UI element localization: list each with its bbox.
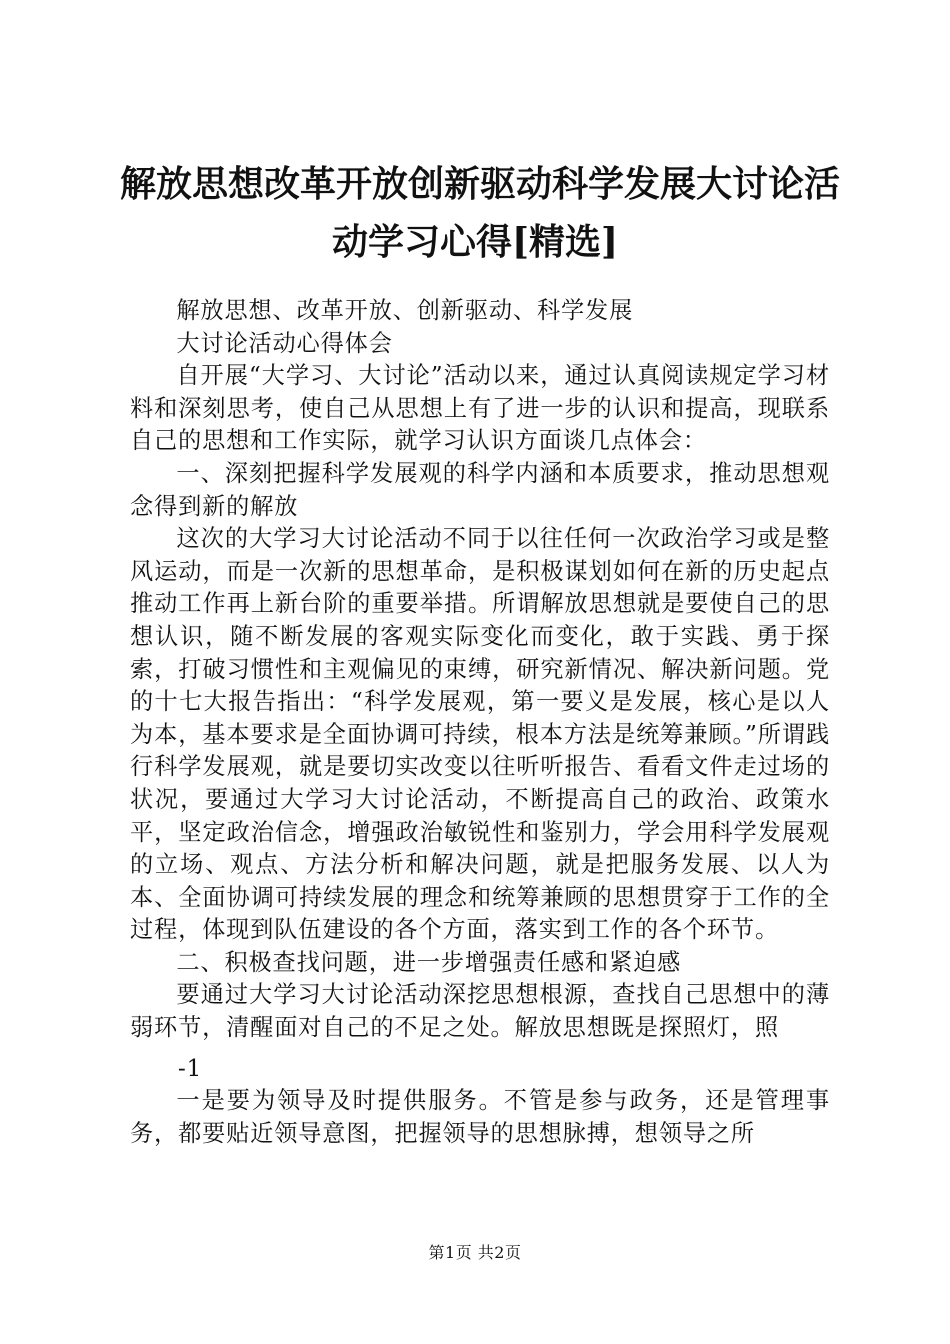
subtitle-line-2: 大讨论活动心得体会 [176,329,393,357]
document-title-line-2: 动学习心得[精选] [331,221,619,263]
body-paragraph-1: 这次的大学习大讨论活动不同于以往任何一次政治学习或是整风运动，而是一次新的思想革命，是积极谋划如何在新的历史起点推动工作再上新台阶的重要举措。所谓解放思想就是要使自己的思想认识，随不断发展的客观实际变化而变化，敢于实践、勇于探索，打破习惯性和主观偏见的束缚，研究新情况、解决新问题。党的十七大报告指出：“科学发展观，第一要义是发展，核心是以人为本，基本要求是全面协调可持续，根本方法是统筹兼顾。”所谓践行科学发展观，就是要切实改变以往听听报告、看看文件走过场的状况，要通过大学习大讨论活动，不断提高自己的政治、政策水平，坚定政治信念，增强政治敏锐性和鉴别力，学会用科学发展观的立场、观点、方法分析和解决问题，就是把服务发展、以人为本、全面协调可持续发展的理念和统筹兼顾的思想贯穿于工作的全过程，体现到队伍建设的各个方面，落实到工作的各个环节。 [130,525,830,944]
body-paragraph-3: 一是要为领导及时提供服务。不管是参与政务，还是管理事务，都要贴近领导意图，把握领导的思想脉搏，想领导之所 [130,1087,830,1147]
document-title-line-1: 解放思想改革开放创新驱动科学发展大讨论活 [120,163,841,205]
subtitle-line-1: 解放思想、改革开放、创新驱动、科学发展 [176,297,634,324]
section-heading-1: 一、深刻把握科学发展观的科学内涵和本质要求，推动思想观念得到新的解放 [130,459,830,520]
page-footer: 第1页 共2页 [428,1243,522,1262]
body-paragraph-2: 要通过大学习大讨论活动深挖思想根源，查找自己思想中的薄弱环节，清醒面对自己的不足之处。解放思想既是探照灯，照 [130,981,830,1042]
section-heading-2: 二、积极查找问题，进一步增强责任感和紧迫感 [176,948,682,976]
inline-page-marker: -1 [178,1055,203,1082]
document-body [130,295,830,1150]
body-paragraph-intro: 自开展“大学习、大讨论”活动以来，通过认真阅读规定学习材料和深刻思考，使自己从思想上有了进一步的认识和提高，现联系自己的思想和工作实际，就学习认识方面谈几点体会： [130,362,830,455]
